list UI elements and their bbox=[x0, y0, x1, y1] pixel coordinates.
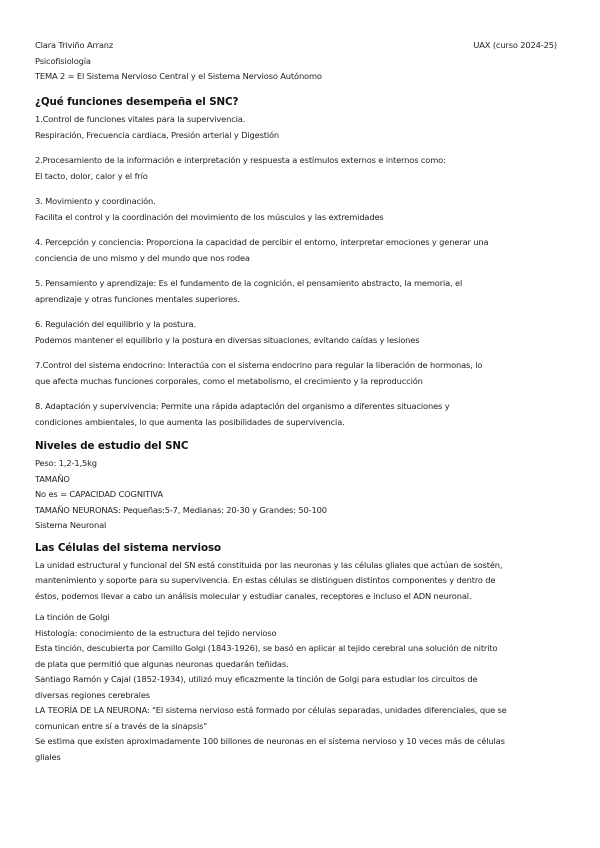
function-item-detail: aprendizaje y otras funciones mentales superiores. bbox=[35, 293, 240, 304]
section-heading-levels: Niveles de estudio del SNC bbox=[35, 440, 189, 452]
function-item-detail: condiciones ambientales, lo que aumenta las posibilidades de supervivencia. bbox=[35, 416, 345, 427]
function-item-detail: conciencia de uno mismo y del mundo que nos rodea bbox=[35, 252, 250, 263]
golgi-line: Se estima que existen aproximadamente 100 billones de neuronas en el sistema nervioso y 10 veces más de células bbox=[35, 736, 505, 746]
levels-line: TAMAÑO NEURONAS: Pequeñas:5-7, Medianas: 20-30 y Grandes: 50-100 bbox=[35, 504, 327, 515]
golgi-line: Histología: conocimiento de la estructura del tejido nervioso bbox=[35, 627, 277, 638]
functions-list bbox=[35, 112, 565, 430]
document-body bbox=[35, 96, 565, 765]
golgi-line: La tinción de Golgi bbox=[35, 612, 110, 622]
function-item bbox=[35, 235, 565, 266]
section-heading-cells: Las Células del sistema nervioso bbox=[35, 541, 221, 554]
function-item-title: 4. Percepción y conciencia: Proporciona la capacidad de percibir el entorno, interpretar emociones y generar una bbox=[35, 237, 489, 247]
function-item-detail: Respiración, Frecuencia cardiaca, Presión arterial y Digestión bbox=[35, 129, 280, 140]
function-item bbox=[35, 317, 565, 348]
document-header bbox=[35, 38, 557, 85]
function-item-detail: El tacto, dolor, calor y el frío bbox=[35, 170, 148, 181]
section-heading-functions: ¿Qué funciones desempeña el SNC? bbox=[35, 96, 239, 108]
golgi-line: de plata que permitió que algunas neuronas quedarán teñidas. bbox=[35, 658, 289, 669]
function-item bbox=[35, 358, 565, 389]
intro-line: La unidad estructural y funcional del SN está constituida por las neuronas y las células gliales que actúan de sostén, bbox=[35, 559, 503, 570]
levels-line: Sistema Neuronal bbox=[35, 520, 107, 530]
subject-name: Psicofisiología bbox=[35, 55, 91, 66]
function-item-detail: Podemos mantener el equilibrio y la postura en diversas situaciones, evitando caídas y lesiones bbox=[35, 334, 420, 345]
levels-list bbox=[35, 456, 565, 534]
levels-line: TAMAÑO bbox=[35, 473, 70, 484]
golgi-line: LA TEORÍA DE LA NEURONA: "El sistema nervioso está formado por células separadas, unidades diferenciales, que se bbox=[35, 705, 507, 715]
course-label: UAX (curso 2024-25) bbox=[473, 40, 557, 50]
function-item-title: 6. Regulación del equilibrio y la postura. bbox=[35, 319, 196, 329]
function-item-detail: que afecta muchas funciones corporales, como el metabolismo, el crecimiento y la reproducción bbox=[35, 375, 423, 386]
function-item-title: 1.Control de funciones vitales para la supervivencia. bbox=[35, 114, 246, 124]
function-item bbox=[35, 276, 565, 307]
function-item-title: 3. Movimiento y coordinación. bbox=[35, 196, 156, 206]
function-item-title: 5. Pensamiento y aprendizaje: Es el fundamento de la cognición, el pensamiento abstracto, la memoria, el bbox=[35, 278, 463, 288]
levels-line: No es = CAPACIDAD COGNITIVA bbox=[35, 489, 163, 499]
golgi-line: Esta tinción, descubierta por Camillo Golgi (1843-1926), se basó en aplicar al tejido cerebral una solución de nitrito bbox=[35, 643, 498, 653]
intro-line: mantenimiento y soporte para su supervivencia. En estas células se distinguen distintos componentes y dentro de bbox=[35, 575, 496, 585]
golgi-line: gliales bbox=[35, 751, 61, 762]
golgi-line: Santiago Ramón y Cajal (1852-1934), utilizó muy eficazmente la tinción de Golgi para estudiar los circuitos de bbox=[35, 674, 478, 684]
function-item-title: 2.Procesamiento de la información e interpretación y respuesta a estímulos externos e internos como: bbox=[35, 155, 446, 165]
function-item bbox=[35, 153, 565, 184]
function-item-title: 7.Control del sistema endocrino: Interactúa con el sistema endocrino para regular la liberación de hormonas, lo bbox=[35, 360, 483, 370]
intro-line: éstos, podemos llevar a cabo un análisis molecular y estudiar canales, receptores e incluso el ADN neuronal. bbox=[35, 590, 472, 601]
topic-title: TEMA 2 = El Sistema Nervioso Central y el Sistema Nervioso Autónomo bbox=[35, 71, 322, 81]
golgi-paragraph bbox=[35, 610, 565, 765]
function-item bbox=[35, 194, 565, 225]
golgi-line: diversas regiones cerebrales bbox=[35, 689, 150, 700]
author-name: Clara Triviño Arranz bbox=[35, 40, 114, 50]
cells-intro-paragraph bbox=[35, 558, 565, 605]
function-item bbox=[35, 112, 565, 143]
levels-line: Peso: 1,2-1,5kg bbox=[35, 458, 97, 468]
golgi-line: comunican entre sí a través de la sinapsis" bbox=[35, 720, 207, 731]
function-item-title: 8. Adaptación y supervivencia: Permite una rápida adaptación del organismo a diferentes situaciones y bbox=[35, 401, 450, 411]
function-item-detail: Facilita el control y la coordinación del movimiento de los músculos y las extremidades bbox=[35, 211, 384, 222]
function-item bbox=[35, 399, 565, 430]
